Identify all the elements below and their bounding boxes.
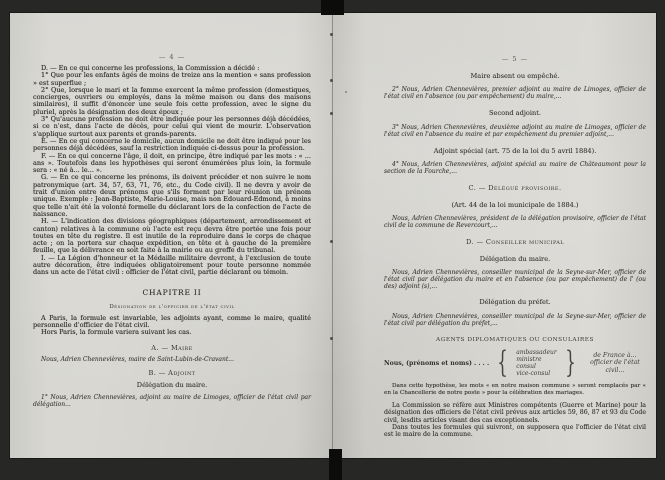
agents-tail: de France à... officier de l'état civil... bbox=[590, 351, 640, 374]
delegation-maire-heading-right: Délégation du maire. bbox=[479, 255, 551, 263]
binding-stitch bbox=[330, 33, 333, 36]
binding-tab-top bbox=[321, 0, 344, 15]
section-b-heading: B. — Adjoint bbox=[148, 368, 196, 377]
note-maison-commune: Dans cette hypothèse, les mots « en notre maison commune » seront remplacés par « en la Chancellerie de notre poste » pour la célébration des mariages. bbox=[384, 383, 646, 396]
agents-option-vice-consul: vice-consul bbox=[516, 370, 551, 377]
binding-stitch bbox=[330, 112, 333, 115]
note-formules-suivantes: Dans toutes les formules qui suivront, on supposera que l'officier de l'état civil est le maire de la commune. bbox=[384, 423, 646, 438]
right-page bbox=[384, 55, 646, 438]
right-brace: } bbox=[565, 345, 576, 380]
paragraph-h: H. — L'indication des divisions géographiques (département, arrondissement et canton) relatives à la commune où l'acte est reçu devra être portée une fois pour toutes en tête du registre. Il est inutile de la reproduire dans le corps de chaque acte ; on la portera sur chaque expédition, en tête et à gauche de la première feuille, que la délivrance en soit faite à la mairie ou au greffe du tribunal. bbox=[33, 217, 311, 255]
paragraph-3: 3° Qu'aucune profession ne doit être indiquée pour les personnes déjà décédées, si ce n'est, dans l'acte de décès, pour celui qui vient de mourir. L'observation s'applique surtout aux parents et grands-parents. bbox=[33, 115, 311, 138]
agents-options-list bbox=[516, 349, 557, 377]
formula-conseiller-maire: Nous, Adrien Chennevières, conseiller municipal de la Seyne-sur-Mer, officier de l'état civil par délégation du maire et en l'absence (ou par empêchement) de l' (ou des) adjoint (s),... bbox=[384, 269, 646, 290]
agents-heading: AGENTS DIPLOMATIQUES OU CONSULAIRES bbox=[436, 337, 594, 343]
page-number-right: — 5 — bbox=[501, 55, 529, 63]
note-commission: La Commission se réfère aux Ministres compétents (Guerre et Marine) pour la désignation des officiers de l'état civil prévus aux articles 59, 86, 87 et 93 du Code civil, lesdits articles visant des cas exceptionnels. bbox=[384, 402, 646, 424]
agents-option-consul: consul bbox=[516, 363, 536, 370]
intro-paragraph-paris: A Paris, la formule est invariable, les adjoints ayant, comme le maire, qualité personnelle d'officier de l'état civil. bbox=[33, 313, 311, 329]
book-page-spread bbox=[10, 13, 656, 458]
formula-adjoint: 1° Nous, Adrien Chennevières, adjoint au maire de Limoges, officier de l'état civil par délégation... bbox=[33, 393, 311, 408]
binding-tab-bottom bbox=[329, 449, 342, 480]
paragraph-g: G. — En ce qui concerne les prénoms, ils doivent précéder et non suivre le nom patronymique (art. 34, 57, 63, 71, 76, etc., du Code civil). Il ne devra y avoir de trait d'union entre deux prénoms que s'ils forment par leur réunion un prénom unique. Exemple : Jean-Baptiste, Marie-Louise, mais non Edouard-Edmond, à moins que telle n'ait été la volonté formelle du déclarant lors de la confection de l'acte de naissance. bbox=[33, 173, 311, 218]
agents-lead: Nous, (prénoms et noms) . . . . bbox=[384, 359, 490, 367]
formula-premier-adjoint: 2° Nous, Adrien Chennevières, premier adjoint au maire de Limoges, officier de l'état civil en l'absence (ou par empêchement) du maire,... bbox=[384, 86, 646, 100]
left-page bbox=[33, 53, 311, 408]
paragraph-e: E. — En ce qui concerne le domicile, aucun domicile ne doit être indiqué pour les personnes déjà décédées, sauf la restriction indiquée ci-dessus pour la profession. bbox=[33, 136, 311, 153]
left-brace: { bbox=[497, 345, 508, 380]
heading-adjoint-special: Adjoint spécial (art. 75 de la loi du 5 avril 1884). bbox=[433, 147, 597, 155]
agents-option-ministre: ministre bbox=[516, 356, 542, 363]
formula-second-adjoint: 3° Nous, Adrien Chennevières, deuxième adjoint au maire de Limoges, officier de l'état civil en l'absence du maire et par empêchement du premier adjoint,... bbox=[384, 124, 646, 138]
section-c-heading: C. — Délégué provisoire. bbox=[468, 184, 562, 192]
formula-conseiller-prefet: Nous, Adrien Chennevières, conseiller municipal de la Seyne-sur-Mer, officier de l'état civil par délégation du préfet,... bbox=[384, 313, 646, 327]
binding-stitch bbox=[330, 337, 333, 340]
delegation-maire-heading-left: Délégation du maire. bbox=[136, 380, 208, 389]
agents-option-ambassadeur: ambassadeur bbox=[516, 349, 557, 356]
paragraph-f: F. — En ce qui concerne l'âge, il doit, en principe, être indiqué par les mots : « ... ans ». Toutefois dans les hypothèses qui seront énumérées plus loin, la formule sera : « né à... le... ». bbox=[33, 151, 311, 175]
page-number-left: — 4 — bbox=[158, 53, 186, 61]
article-44-heading: (Art. 44 de la loi municipale de 1884.) bbox=[451, 201, 579, 209]
heading-maire-absent: Maire absent ou empêché. bbox=[470, 72, 560, 80]
formula-maire: Nous, Adrien Chennevières, maire de Saint-Lubin-de-Cravant... bbox=[41, 355, 234, 363]
chapter-heading: CHAPITRE II bbox=[142, 287, 202, 297]
paragraph-i: I. — La Légion d'honneur et la Médaille militaire devront, à l'exclusion de toute autre décoration, être indiquées obligatoirement pour toute personne nommée dans un acte de l'état civil : officier de l'état civil, partie déclarant ou témoin. bbox=[33, 253, 311, 277]
section-d-heading: D. — Conseiller municipal bbox=[466, 238, 564, 246]
paper-speck bbox=[345, 91, 347, 93]
paragraph-1: 1° Que pour les enfants âgés de moins de treize ans la mention « sans profession » est superflue ; bbox=[33, 71, 311, 87]
section-a-heading: A. — Maire bbox=[151, 343, 193, 352]
delegation-prefet-heading: Délégation du préfet. bbox=[479, 298, 551, 306]
intro-paragraph-hors-paris: Hors Paris, la formule variera suivant les cas. bbox=[41, 328, 192, 337]
paragraph-2: 2° Que, lorsque le mari et la femme exercent la même profession (domestiques, concierges, ouvriers ou employés, dans la même maison ou dans des maisons similaires), il suffit d'énoncer une seule fois cette profession, avec le signe du pluriel, après la désignation des deux époux ; bbox=[33, 85, 311, 116]
formula-adjoint-special: 4° Nous, Adrien Chennevières, adjoint spécial au maire de Châteaumont pour la section de la Fourche,... bbox=[384, 161, 646, 175]
agents-formula bbox=[384, 345, 646, 380]
chapter-subheading: Désignation de l'officier de l'état civil bbox=[109, 303, 235, 310]
paragraph-d: D. — En ce qui concerne les professions, la Commission a décidé : bbox=[41, 64, 260, 72]
heading-second-adjoint: Second adjoint. bbox=[489, 109, 541, 117]
binding-stitch bbox=[330, 240, 333, 243]
binding-stitch bbox=[330, 79, 333, 82]
formula-delegue-provisoire: Nous, Adrien Chennevières, président de la délégation provisoire, officier de l'état civil de la commune de Revercourt,... bbox=[384, 215, 646, 229]
